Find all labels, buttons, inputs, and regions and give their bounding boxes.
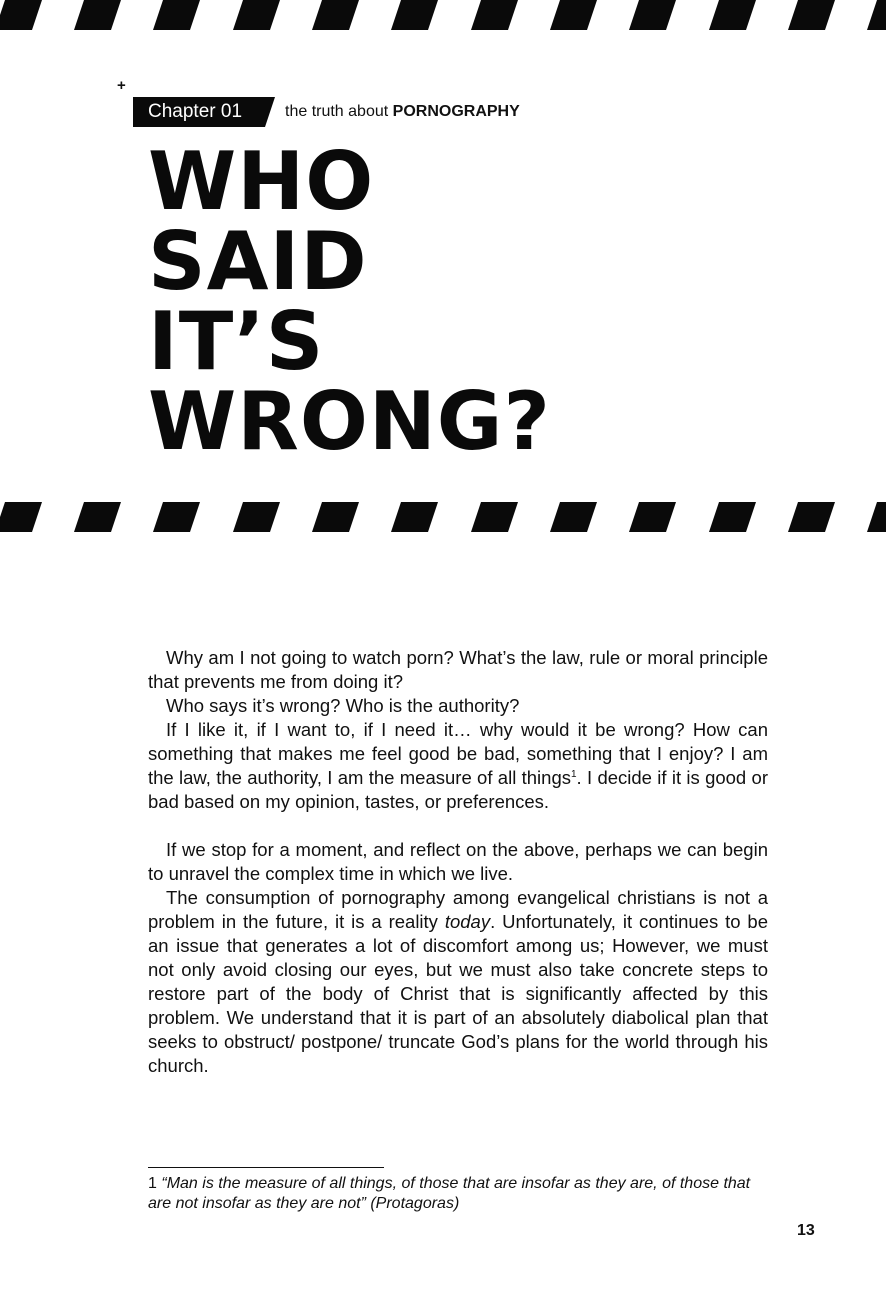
stripe	[788, 502, 835, 532]
paragraph-5-text: The consumption of pornography among evangelical christians is not a problem in the future, it is a reality	[148, 887, 768, 932]
stripe	[709, 0, 756, 30]
paragraph-5-text-end: . Unfortunately, it continues to be an issue that generates a lot of discomfort among us; However, we must not only avoid closing our eyes, but we must also take concrete steps to restore part of the body of Christ that is significantly affected by this problem. We understand that it is part of an absolutely diabolical plan that seeks to obstruct/ postpone/ truncate God’s plans for the world through his church.	[148, 911, 768, 1076]
headline-line-3: IT’S	[148, 295, 325, 388]
top-stripe-band	[0, 0, 886, 30]
stripe	[629, 502, 676, 532]
headline-line-1: WHO	[148, 135, 375, 228]
stripe	[312, 0, 359, 30]
stripe	[788, 0, 835, 30]
stripe	[74, 502, 121, 532]
stripe	[74, 0, 121, 30]
stripe	[629, 0, 676, 30]
stripe	[709, 502, 756, 532]
paragraph-3	[148, 718, 768, 814]
chapter-tag	[133, 97, 275, 127]
paragraph-4: If we stop for a moment, and reflect on the above, perhaps we can begin to unravel the complex time in which we live.	[148, 839, 768, 884]
paragraph-3-text: If I like it, if I want to, if I need it… why would it be wrong? How can something that makes me feel good be bad, something that I enjoy? I am the law, the authority, I am the measure of all things	[148, 719, 768, 788]
chapter-headline	[148, 135, 551, 468]
headline-line-4: WRONG?	[148, 375, 551, 468]
stripe	[550, 0, 597, 30]
stripe	[153, 0, 200, 30]
stripe	[867, 502, 886, 532]
footnote-divider	[148, 1167, 384, 1168]
emphasis-today: today	[444, 911, 491, 932]
stripe	[153, 502, 200, 532]
page-number: 13	[797, 1222, 815, 1239]
paragraph-2: Who says it’s wrong? Who is the authority?	[166, 695, 520, 716]
footnote	[148, 1174, 772, 1214]
body-text	[148, 646, 768, 1078]
chapter-subtitle	[285, 102, 520, 122]
headline-line-2: SAID	[148, 215, 368, 308]
footnote-text: “Man is the measure of all things, of those that are insofar as they are, of those that are not insofar as they are not” (Protagoras)	[148, 1175, 751, 1212]
paragraph-gap	[148, 814, 768, 838]
footnote-reference: 1	[570, 768, 577, 780]
stripe	[471, 0, 518, 30]
stripe	[0, 0, 42, 30]
stripe	[867, 0, 886, 30]
stripe	[233, 502, 280, 532]
stripe	[0, 502, 42, 532]
footnote-number: 1	[148, 1175, 157, 1192]
stripe	[550, 502, 597, 532]
subtitle-topic: PORNOGRAPHY	[392, 103, 520, 120]
bottom-stripe-band	[0, 502, 886, 532]
stripe	[312, 502, 359, 532]
chapter-label: Chapter 01	[148, 101, 243, 122]
stripe	[391, 0, 438, 30]
paragraph-1: Why am I not going to watch porn? What’s the law, rule or moral principle that prevents me from doing it?	[148, 647, 768, 692]
stripe	[391, 502, 438, 532]
stripe	[471, 502, 518, 532]
paragraph-3-text-end: . I decide if it is good or bad based on my opinion, tastes, or preferences.	[148, 767, 768, 812]
stripe-pattern-top	[0, 0, 886, 30]
stripe-pattern-bottom	[0, 502, 886, 532]
plus-mark: +	[117, 77, 126, 94]
subtitle-prefix: the truth about	[285, 103, 393, 120]
paragraph-5	[148, 886, 768, 1078]
stripe	[233, 0, 280, 30]
